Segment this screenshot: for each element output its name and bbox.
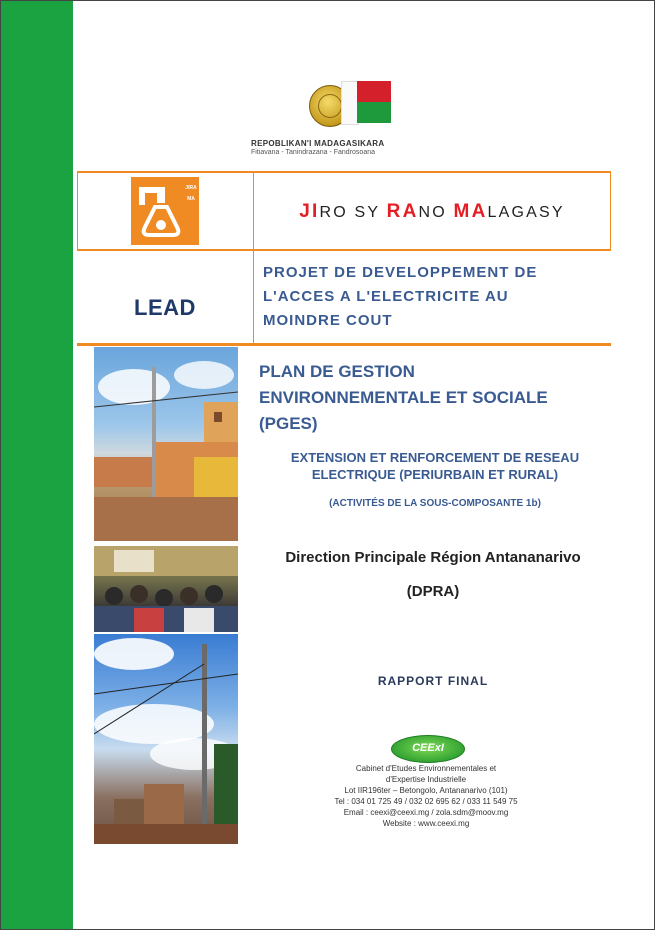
- ceexi-contact-info: Cabinet d'Etudes Environnementales et d'Expertise Industrielle Lot IIR196ter – Betongolo, Antananarivo (101) Tel : 034 01 725 49 / 032 02 695 62 / 033 11 549 75 Email : ceexi@ceexi.mg / zola.sdm@moov.mg Website : www.ceexi.mg: [334, 764, 518, 828]
- republic-motto: Fitiavana - Tanindrazana - Fandrosoana: [251, 149, 376, 156]
- direction-name: Direction Principale Région Antananarivo: [285, 549, 581, 566]
- flag-icon: [341, 81, 391, 123]
- power-pole-photo: [94, 634, 238, 844]
- direction-abbr: (DPRA): [406, 583, 460, 600]
- street-photo: [94, 347, 238, 541]
- jirama-logo: [131, 177, 199, 245]
- pges-title: PLAN DE GESTION ENVIRONNEMENTALE ET SOCIALE (PGES): [259, 362, 548, 433]
- extension-subtitle: EXTENSION ET RENFORCEMENT DE RESEAU ELECTRIQUE (PERIURBAIN ET RURAL): [290, 450, 580, 482]
- ceexi-logo: CEExI: [391, 735, 465, 763]
- republic-name: REPOBLIKAN'I MADAGASIKARA: [251, 139, 385, 148]
- water-tap-icon: [137, 185, 181, 237]
- report-label: RAPPORT FINAL: [377, 674, 489, 688]
- jirama-logo-text: JIRAMA: [185, 185, 197, 202]
- project-row: [77, 249, 611, 346]
- green-side-bar: [1, 1, 73, 929]
- republic-emblem: [251, 61, 441, 161]
- meeting-photo: [94, 546, 238, 632]
- project-title: PROJET DE DEVELOPPEMENT DE L'ACCES A L'ELECTRICITE AU MOINDRE COUT: [263, 264, 538, 329]
- lead-label: LEAD: [134, 295, 196, 320]
- jirama-full-name: JIRO SY RANO MALAGASY: [299, 201, 565, 222]
- header-table: [77, 171, 611, 251]
- activities-note: (ACTIVITÉS DE LA SOUS-COMPOSANTE 1b): [329, 498, 541, 509]
